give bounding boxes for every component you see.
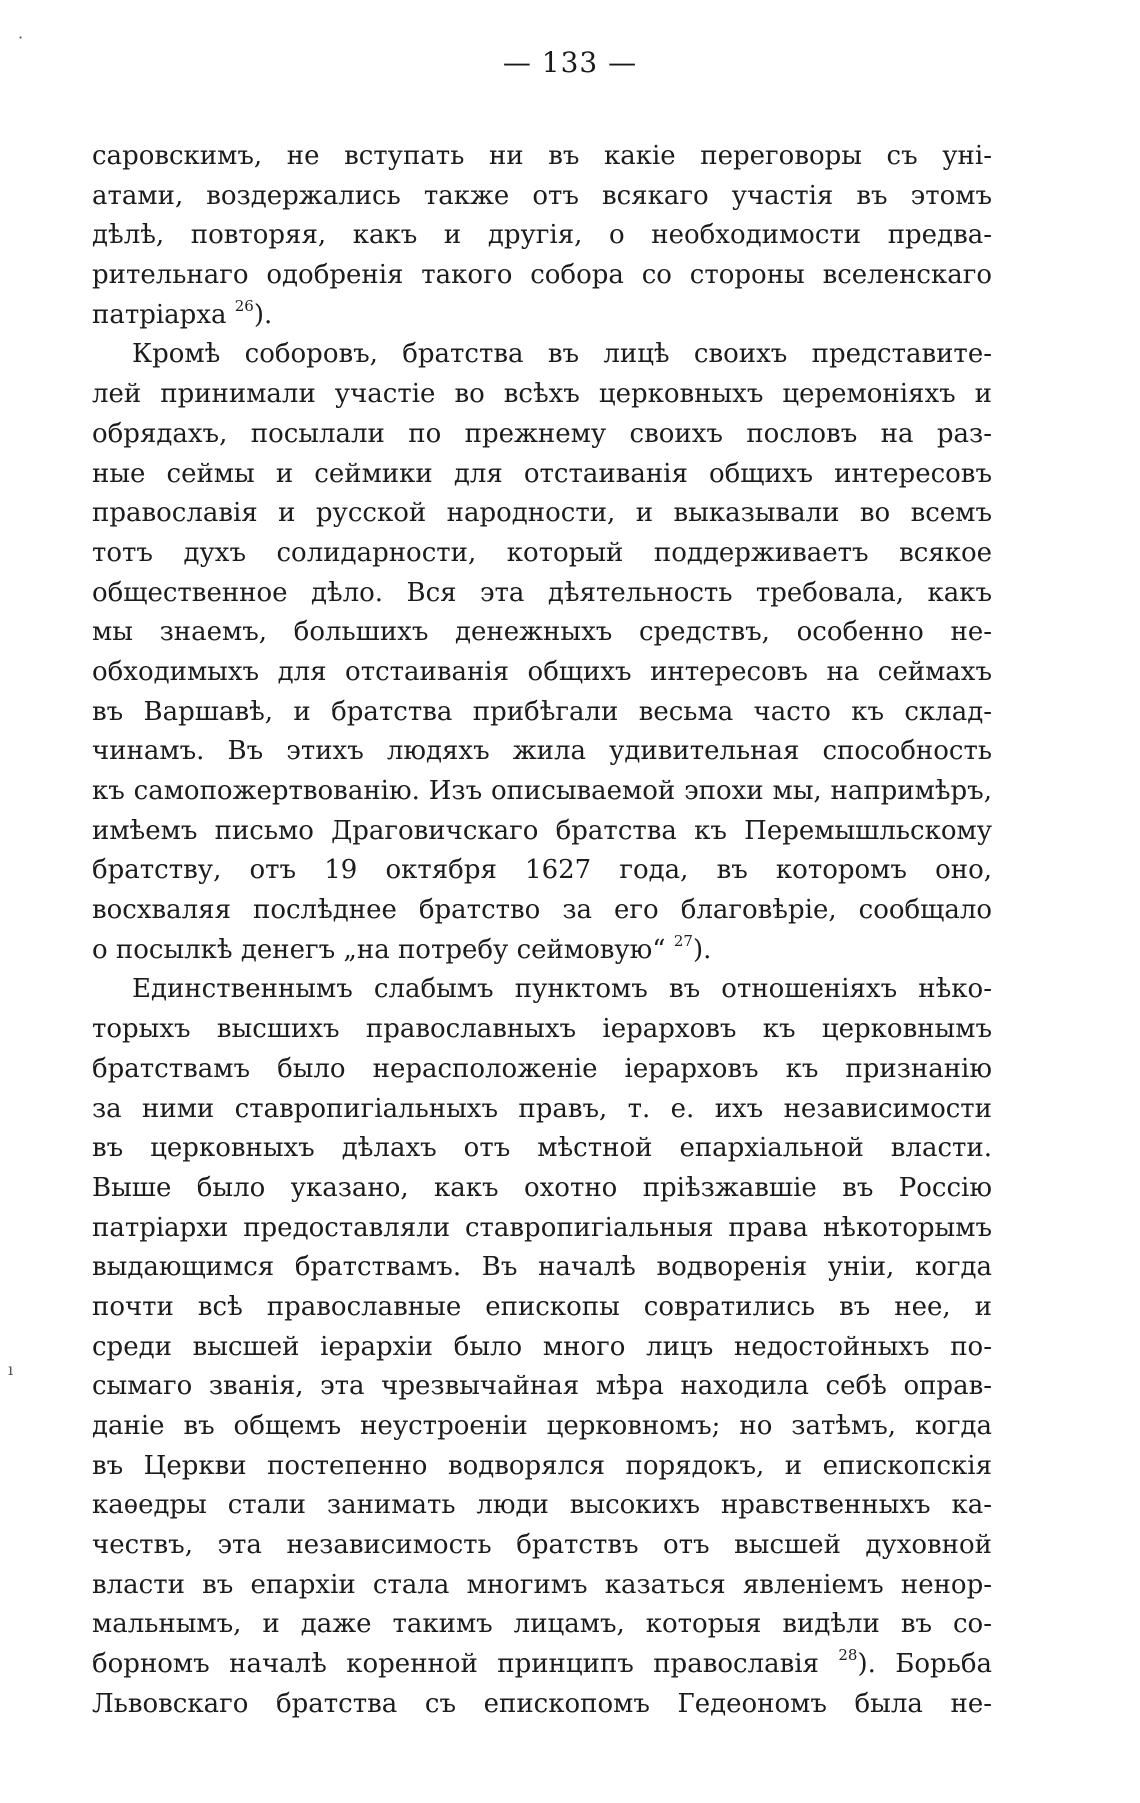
line-text: атами, воздержались также отъ всякаго участія въ этомъ: [92, 180, 992, 211]
line-text: обходимыхъ для отстаиванія общихъ интересовъ на сеймахъ: [92, 656, 992, 687]
text-line: [92, 970, 992, 1010]
line-text: Единственнымъ слабымъ пунктомъ въ отношеніяхъ нѣко-: [132, 974, 992, 1005]
margin-speck: ı: [8, 1360, 14, 1379]
text-line: [92, 732, 992, 772]
text-line: [92, 137, 992, 177]
text-line: [92, 1050, 992, 1090]
line-text: имѣемъ письмо Драговичскаго братства къ Перемышльскому: [92, 815, 992, 846]
text-line: [92, 1486, 992, 1526]
line-text: въ Варшавѣ, и братства прибѣгали весьма часто къ склад-: [92, 696, 992, 727]
line-text: православія и русской народности, и выказывали во всемъ: [92, 498, 992, 529]
line-text-tail: ).: [253, 299, 273, 330]
text-line: [92, 256, 992, 296]
line-text: рительнаго одобренія такого собора со стороны вселенскаго: [92, 260, 992, 291]
text-line: [92, 772, 992, 812]
text-line: [92, 177, 992, 217]
text-line: [92, 1566, 992, 1606]
line-text: торыхъ высшихъ православныхъ іерарховъ къ церковнымъ: [92, 1014, 992, 1045]
line-text: ные сеймы и сеймики для отстаиванія общихъ интересовъ: [92, 458, 992, 489]
text-line: [92, 1447, 992, 1487]
text-line: [92, 1090, 992, 1130]
line-text: обрядахъ, посылали по прежнему своихъ пословъ на раз-: [92, 418, 992, 449]
text-line: [92, 534, 992, 574]
line-text: Кромѣ соборовъ, братства въ лицѣ своихъ представите-: [132, 339, 992, 370]
line-text: среди высшей іерархіи было много лицъ недостойныхъ по-: [92, 1331, 992, 1362]
text-line: [92, 1169, 992, 1209]
line-text: дѣлѣ, повторяя, какъ и другія, о необходимости предва-: [92, 220, 992, 251]
text-line: [92, 1129, 992, 1169]
line-text: Выше было указано, какъ охотно пріѣзжавшіе въ Россію: [92, 1172, 992, 1203]
footnote-ref: 27: [673, 931, 693, 950]
line-text: въ церковныхъ дѣлахъ отъ мѣстной епархіальной власти.: [92, 1133, 992, 1164]
text-line: [92, 851, 992, 891]
text-line: [92, 1209, 992, 1249]
text-line: [92, 415, 992, 455]
footnote-ref: 28: [838, 1646, 858, 1665]
footnote-ref: 26: [234, 296, 254, 315]
text-line: [92, 1288, 992, 1328]
text-line: [92, 216, 992, 256]
body-text: [92, 137, 992, 1725]
text-line: [92, 1367, 992, 1407]
line-text: выдающимся братствамъ. Въ началѣ водворенія уніи, когда: [92, 1252, 992, 1283]
text-line: [92, 812, 992, 852]
line-text: общественное дѣло. Вся эта дѣятельность требовала, какъ: [92, 577, 992, 608]
line-text: братству, отъ 19 октября 1627 года, въ которомъ оно,: [92, 855, 992, 886]
line-text: Львовскаго братства съ епископомъ Гедеономъ была не-: [92, 1688, 992, 1719]
page-number: — 133 —: [502, 46, 638, 79]
line-text: каѳедры стали занимать люди высокихъ нравственныхъ ка-: [92, 1490, 992, 1521]
line-text: чествъ, эта независимость братствъ отъ высшей духовной: [92, 1530, 992, 1561]
text-line: [92, 1645, 992, 1685]
line-text: лей принимали участіе во всѣхъ церковныхъ церемоніяхъ и: [92, 379, 992, 410]
line-text: почти всѣ православные епископы совратились въ нее, и: [92, 1291, 992, 1322]
line-text: даніе въ общемъ неустроеніи церковномъ; но затѣмъ, когда: [92, 1411, 992, 1441]
line-text: мальнымъ, и даже такимъ лицамъ, которыя видѣли въ со-: [92, 1609, 992, 1640]
line-text: борномъ началѣ коренной принципъ православія: [92, 1649, 819, 1680]
text-line: [92, 1407, 992, 1447]
text-line: [92, 613, 992, 653]
line-text-tail: ). Борьба: [857, 1649, 992, 1680]
text-line: [92, 693, 992, 733]
line-text: патріарха: [92, 299, 227, 330]
text-line: [92, 653, 992, 693]
text-line: [92, 375, 992, 415]
text-line: [92, 1010, 992, 1050]
line-text: мы знаемъ, большихъ денежныхъ средствъ, особенно не-: [92, 617, 992, 648]
line-text: за ними ставропигіальныхъ правъ, т. е. ихъ независимости: [92, 1093, 992, 1124]
text-line: [92, 1685, 992, 1725]
line-text: братствамъ было нерасположеніе іерарховъ къ признанію: [92, 1053, 992, 1084]
line-text: власти въ епархіи стала многимъ казаться явленіемъ ненор-: [92, 1569, 992, 1600]
line-text: патріархи предоставляли ставропигіальныя права нѣкоторымъ: [92, 1212, 992, 1243]
text-line: [92, 1248, 992, 1288]
line-text: саровскимъ, не вступать ни въ какіе переговоры съ уні-: [92, 141, 992, 171]
text-line: [92, 891, 992, 931]
text-line: [92, 1526, 992, 1566]
text-line: [92, 931, 992, 971]
line-text: о посылкѣ денегъ „на потребу сеймовую“: [92, 934, 666, 965]
line-text: тотъ духъ солидарности, который поддерживаетъ всякое: [92, 537, 992, 568]
line-text: восхваляя послѣднее братство за его благовѣріе, сообщало: [92, 895, 992, 926]
line-text-tail: ).: [692, 934, 712, 965]
line-text: сымаго званія, эта чрезвычайная мѣра находила себѣ оправ-: [92, 1371, 992, 1402]
line-text: чинамъ. Въ этихъ людяхъ жила удивительная способность: [92, 736, 992, 767]
text-line: [92, 494, 992, 534]
text-line: [92, 296, 992, 336]
text-line: [92, 455, 992, 495]
text-line: [92, 1328, 992, 1368]
line-text: въ Церкви постепенно водворялся порядокъ, и епископскія: [92, 1450, 992, 1481]
text-line: [92, 1605, 992, 1645]
margin-speck: ·: [18, 28, 24, 47]
text-line: [92, 335, 992, 375]
line-text: къ самопожертвованію. Изъ описываемой эпохи мы, напримѣръ,: [92, 776, 992, 806]
text-line: [92, 574, 992, 614]
